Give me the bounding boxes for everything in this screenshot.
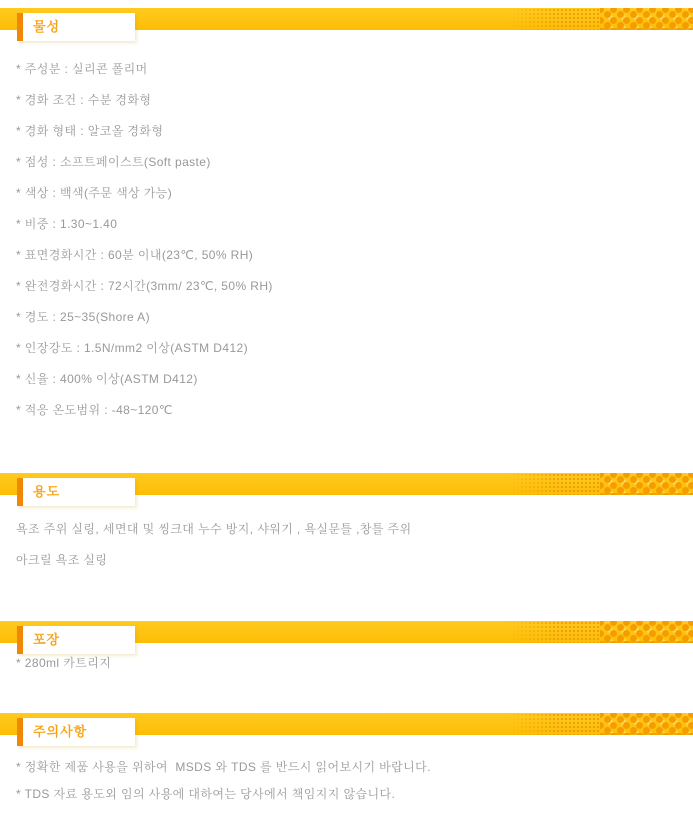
halftone-dots-pattern [600,713,693,735]
usage-line: 욕조 주위 실링, 세면대 및 씽크대 누수 방지, 샤워기 , 욕실문틀 ,창틀 주위 [16,522,412,536]
spec-line: * 비중 : 1.30~1.40 [16,217,118,231]
section-title-box [17,626,135,654]
packaging-line: * 280ml 카트리지 [16,656,112,670]
halftone-dots-pattern [600,473,693,495]
section-title: 주의사항 [33,724,88,739]
caution-line: * TDS 자료 용도외 임의 사용에 대하여는 당사에서 책임지지 않습니다. [16,787,396,801]
usage-line: 아크릴 욕조 실링 [16,553,108,567]
spec-line: * 점성 : 소프트페이스트(Soft paste) [16,155,211,169]
halftone-dither-pattern [508,621,600,643]
section-usage-header [0,473,693,499]
spec-line: * 표면경화시간 : 60분 이내(23℃, 50% RH) [16,248,254,262]
spec-line: * 주성분 : 실리콘 폴리머 [16,62,148,76]
spec-line: * 경화 조건 : 수분 경화형 [16,93,152,107]
section-title: 포장 [33,632,61,647]
spec-line: * 색상 : 백색(주문 색상 가능) [16,186,173,200]
halftone-dither-pattern [508,473,600,495]
section-properties [0,8,693,426]
spec-line: * 적응 온도범위 : -48~120℃ [16,403,173,417]
section-title: 물성 [33,19,61,34]
halftone-dither-pattern [508,8,600,30]
spec-line: * 완전경화시간 : 72시간(3mm/ 23℃, 50% RH) [16,279,273,293]
section-packaging-header [0,621,693,647]
section-title-box [17,718,135,746]
spec-line: * 신율 : 400% 이상(ASTM D412) [16,372,198,386]
section-properties-header [0,8,693,34]
section-title-box [17,478,135,506]
section-title-box [17,13,135,41]
section-caution-header [0,713,693,739]
halftone-dots-pattern [600,621,693,643]
section-caution [0,713,693,808]
spec-line: * 인장강도 : 1.5N/mm2 이상(ASTM D412) [16,341,248,355]
section-usage-content [16,495,693,576]
section-properties-content [16,30,693,426]
halftone-dots-pattern [600,8,693,30]
spec-line: * 경도 : 25~35(Shore A) [16,310,150,324]
halftone-dither-pattern [508,713,600,735]
section-usage [0,473,693,576]
section-packaging [0,621,693,679]
spec-line: * 경화 형태 : 알코올 경화형 [16,124,164,138]
section-title: 용도 [33,484,61,499]
caution-line: * 정확한 제품 사용을 위하여 MSDS 와 TDS 를 반드시 읽어보시기 바랍니다. [16,760,431,774]
